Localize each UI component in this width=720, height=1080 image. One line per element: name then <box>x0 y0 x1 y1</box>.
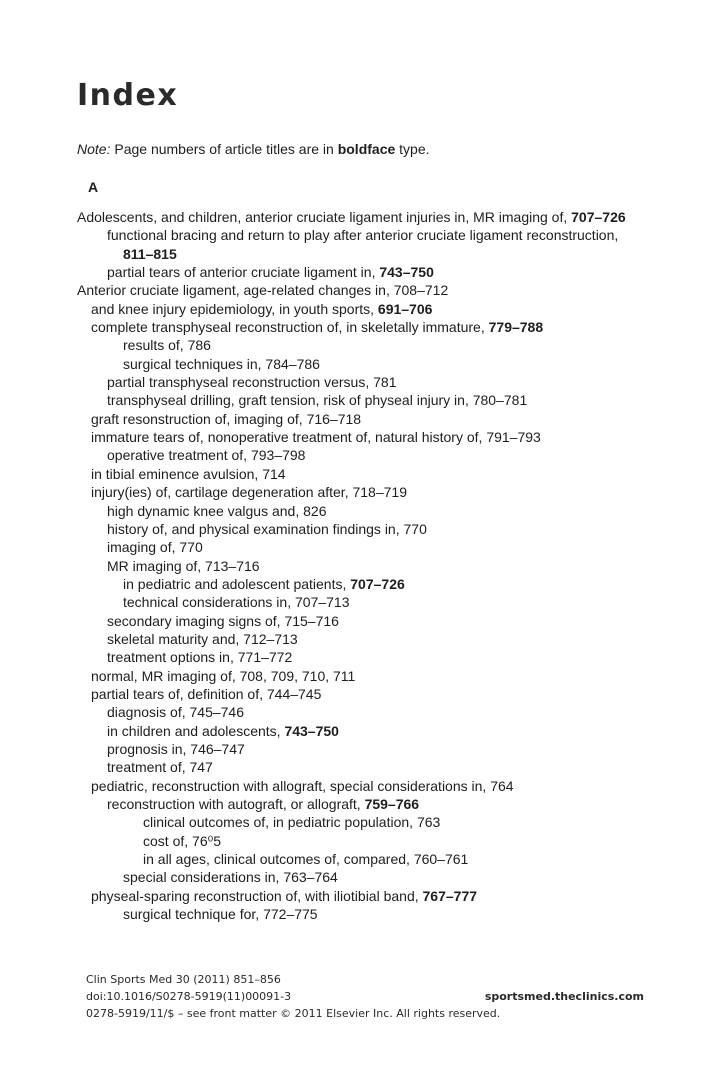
entry-text: secondary imaging signs of, <box>107 612 285 629</box>
note-label: Note: <box>77 141 111 157</box>
index-entry <box>77 575 644 593</box>
entry-text: partial tears of anterior cruciate ligament in, <box>107 264 380 281</box>
entry-text: MR imaging of, <box>107 557 206 574</box>
entry-pages: 763 <box>416 814 441 831</box>
index-entry <box>77 685 644 703</box>
entry-text: immature tears of, nonoperative treatment of, natural history of, <box>91 429 487 446</box>
entry-pages: 743–750 <box>284 722 339 739</box>
entry-pages: 715–716 <box>284 612 339 629</box>
entry-pages: 76⁰5 <box>192 832 222 849</box>
footer-copyright: 0278-5919/11/$ – see front matter © 2011 Elsevier Inc. All rights reserved. <box>86 1007 501 1020</box>
entry-pages: 718–719 <box>352 484 407 501</box>
index-entry <box>77 428 644 446</box>
index-entry <box>77 777 644 795</box>
index-entry <box>77 832 644 850</box>
entry-pages: 791–793 <box>486 429 541 446</box>
entry-pages: 772–775 <box>263 906 318 923</box>
entry-pages: 811–815 <box>123 245 177 262</box>
entry-pages: 747 <box>189 759 213 776</box>
section-letter: A <box>88 179 99 195</box>
index-entry <box>77 538 644 556</box>
entry-pages: 780–781 <box>472 392 528 409</box>
entry-pages: 767–777 <box>422 887 478 904</box>
index-entry <box>77 868 644 886</box>
entry-text: in all ages, clinical outcomes of, compared, <box>143 851 414 868</box>
index-entry <box>77 813 644 831</box>
entry-text: physeal-sparing reconstruction of, with iliotibial band, <box>91 887 423 904</box>
entry-pages: 779–788 <box>488 319 544 336</box>
index-entry <box>77 355 644 373</box>
entry-pages: 770 <box>403 520 427 537</box>
entry-text: in pediatric and adolescent patients, <box>123 575 351 592</box>
footer-website-link[interactable]: sportsmed.theclinics.com <box>484 990 644 1003</box>
index-entry <box>77 483 644 501</box>
entry-text: technical considerations in, <box>123 594 295 611</box>
entry-pages: 743–750 <box>379 264 434 281</box>
entry-pages: 712–713 <box>243 630 298 647</box>
entry-text: injury(ies) of, cartilage degeneration after, <box>91 484 353 501</box>
footer-doi: doi:10.1016/S0278-5919(11)00091-3 <box>86 990 292 1003</box>
entry-text: reconstruction with autograft, or allograft, <box>107 796 365 812</box>
entry-text: treatment of, <box>107 759 190 776</box>
index-entry <box>77 226 644 263</box>
entry-pages: 786 <box>187 337 211 354</box>
entry-pages: 771–772 <box>237 649 293 666</box>
entry-pages: 781 <box>373 374 397 391</box>
entry-text: functional bracing and return to play after anterior cruciate ligament reconstruction, <box>107 227 619 244</box>
entry-text: high dynamic knee valgus and, <box>107 502 304 519</box>
entry-text: prognosis in, <box>107 740 191 757</box>
entry-pages: 707–726 <box>350 575 405 592</box>
entry-text: and knee injury epidemiology, in youth sports, <box>91 300 378 317</box>
index-entry <box>77 208 644 226</box>
index-entry <box>77 703 644 721</box>
index-entry <box>77 648 644 666</box>
entry-pages: 744–745 <box>266 685 322 702</box>
entry-pages: 764 <box>490 777 514 794</box>
index-entry <box>77 630 644 648</box>
index-entry <box>77 905 644 923</box>
page-footer <box>86 971 644 1022</box>
entry-pages: 708–712 <box>393 282 449 299</box>
entry-pages: 707–713 <box>295 594 350 611</box>
index-entry <box>77 465 644 483</box>
entry-pages: 759–766 <box>364 796 420 812</box>
entry-pages: 708, 709, 710, 711 <box>239 667 356 684</box>
entry-pages: 745–746 <box>189 704 245 721</box>
index-entry <box>77 887 644 905</box>
entry-text: skeletal maturity and, <box>107 630 244 647</box>
index-entries-list <box>77 208 644 923</box>
entry-pages: 826 <box>303 502 327 519</box>
note-line <box>77 140 430 158</box>
entry-text: surgical techniques in, <box>123 355 266 372</box>
entry-text: partial transphyseal reconstruction versus, <box>107 374 374 391</box>
entry-text: clinical outcomes of, in pediatric population, <box>143 814 417 831</box>
note-text-before: Page numbers of article titles are in <box>110 141 338 157</box>
entry-text: graft resonstruction of, imaging of, <box>91 410 307 427</box>
footer-doi-row <box>86 988 644 1005</box>
entry-text: in tibial eminence avulsion, <box>91 465 263 482</box>
index-entry <box>77 373 644 391</box>
page-title: Index <box>77 78 179 113</box>
entry-pages: 707–726 <box>571 209 626 225</box>
entry-pages: 760–761 <box>413 851 469 868</box>
entry-text: cost of, <box>143 832 193 849</box>
note-text-after: type. <box>395 141 430 157</box>
entry-pages: 763–764 <box>283 869 338 886</box>
entry-text: imaging of, <box>107 539 180 556</box>
entry-text: pediatric, reconstruction with allograft, special considerations in, <box>91 777 491 794</box>
index-entry <box>77 740 644 758</box>
index-entry <box>77 612 644 630</box>
index-entry <box>77 758 644 776</box>
index-entry <box>77 722 644 740</box>
index-entry <box>77 391 644 409</box>
entry-pages: 714 <box>262 465 286 482</box>
index-entry <box>77 502 644 520</box>
entry-text: diagnosis of, <box>107 704 190 721</box>
index-entry <box>77 446 644 464</box>
entry-text: partial tears of, definition of, <box>91 685 267 702</box>
entry-pages: 793–798 <box>250 447 306 464</box>
entry-pages: 770 <box>179 539 203 556</box>
entry-text: results of, <box>123 337 188 354</box>
entry-pages: 784–786 <box>265 355 320 372</box>
index-entry <box>77 300 644 318</box>
index-entry <box>77 667 644 685</box>
index-entry <box>77 263 644 281</box>
entry-pages: 746–747 <box>190 740 245 757</box>
entry-text: special considerations in, <box>123 869 284 886</box>
note-bold-word: boldface <box>337 141 396 157</box>
index-entry <box>77 410 644 428</box>
entry-text: operative treatment of, <box>107 447 251 464</box>
index-entry <box>77 281 644 299</box>
index-entry <box>77 520 644 538</box>
entry-text: treatment options in, <box>107 649 238 666</box>
entry-text: transphyseal drilling, graft tension, risk of physeal injury in, <box>107 392 473 409</box>
entry-text: normal, MR imaging of, <box>91 667 240 684</box>
index-entry <box>77 336 644 354</box>
entry-pages: 716–718 <box>306 410 362 427</box>
index-entry <box>77 593 644 611</box>
entry-text: surgical technique for, <box>123 906 264 923</box>
entry-text: history of, and physical examination findings in, <box>107 520 404 537</box>
entry-pages: 713–716 <box>205 557 260 574</box>
footer-journal: Clin Sports Med 30 (2011) 851–856 <box>86 973 281 986</box>
index-entry <box>77 850 644 868</box>
entry-text: Adolescents, and children, anterior cruciate ligament injuries in, MR imaging of, <box>77 209 572 225</box>
entry-pages: 691–706 <box>377 300 433 317</box>
index-entry <box>77 795 644 813</box>
index-entry <box>77 557 644 575</box>
entry-text: in children and adolescents, <box>107 722 285 739</box>
entry-text: Anterior cruciate ligament, age-related changes in, <box>77 282 394 299</box>
entry-text: complete transphyseal reconstruction of, in skeletally immature, <box>91 319 489 336</box>
index-entry <box>77 318 644 336</box>
